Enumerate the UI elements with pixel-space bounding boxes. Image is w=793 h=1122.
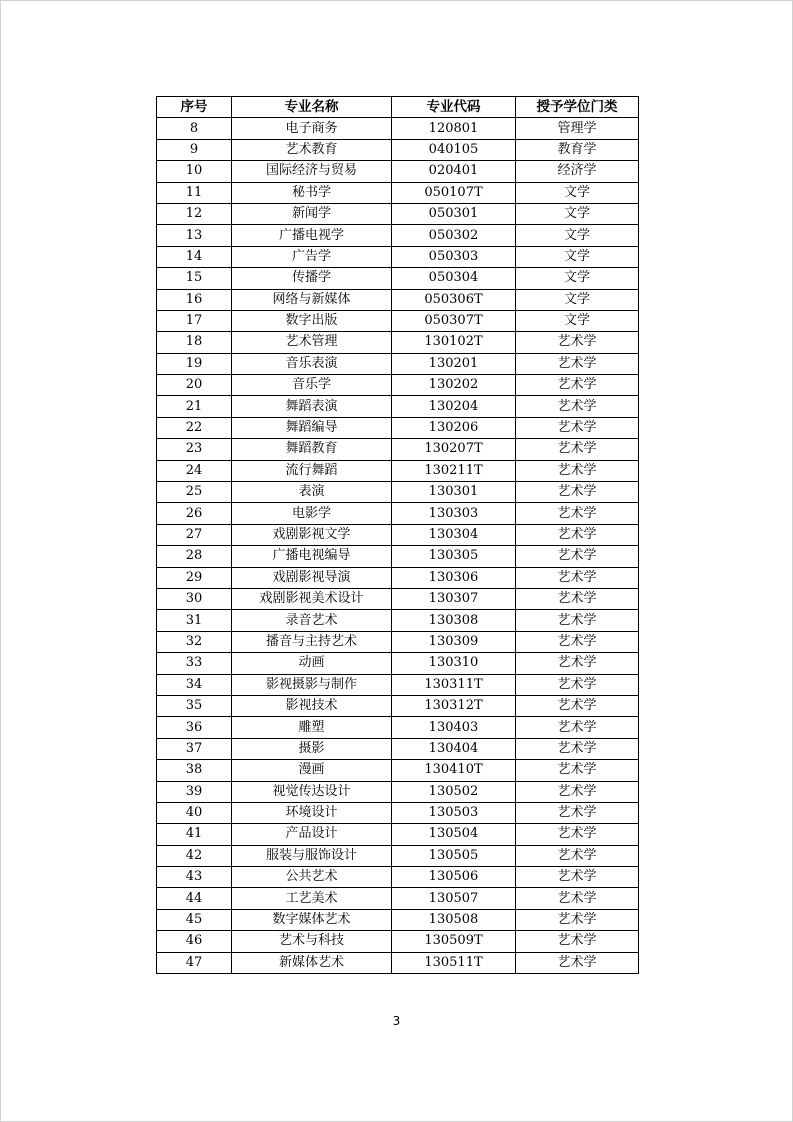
cell-major-code: 130403 bbox=[392, 717, 516, 738]
cell-degree-category: 艺术学 bbox=[516, 460, 639, 481]
cell-index: 24 bbox=[157, 460, 232, 481]
cell-major-name: 电子商务 bbox=[232, 118, 392, 139]
cell-degree-category: 艺术学 bbox=[516, 695, 639, 716]
cell-major-code: 130304 bbox=[392, 524, 516, 545]
cell-major-name: 网络与新媒体 bbox=[232, 289, 392, 310]
cell-index: 37 bbox=[157, 738, 232, 759]
cell-index: 14 bbox=[157, 246, 232, 267]
cell-major-name: 影视摄影与制作 bbox=[232, 674, 392, 695]
table-row bbox=[157, 546, 639, 567]
cell-major-code: 120801 bbox=[392, 118, 516, 139]
cell-major-code: 130509T bbox=[392, 931, 516, 952]
cell-degree-category: 艺术学 bbox=[516, 888, 639, 909]
cell-degree-category: 艺术学 bbox=[516, 396, 639, 417]
cell-major-name: 播音与主持艺术 bbox=[232, 631, 392, 652]
cell-major-name: 环境设计 bbox=[232, 802, 392, 823]
cell-index: 23 bbox=[157, 439, 232, 460]
cell-degree-category: 艺术学 bbox=[516, 717, 639, 738]
cell-index: 40 bbox=[157, 802, 232, 823]
cell-index: 34 bbox=[157, 674, 232, 695]
header-row bbox=[157, 97, 639, 118]
cell-major-code: 040105 bbox=[392, 139, 516, 160]
cell-major-code: 130207T bbox=[392, 439, 516, 460]
cell-major-name: 艺术与科技 bbox=[232, 931, 392, 952]
cell-major-code: 130308 bbox=[392, 610, 516, 631]
cell-major-name: 国际经济与贸易 bbox=[232, 161, 392, 182]
cell-index: 32 bbox=[157, 631, 232, 652]
cell-degree-category: 艺术学 bbox=[516, 674, 639, 695]
cell-index: 31 bbox=[157, 610, 232, 631]
cell-major-name: 摄影 bbox=[232, 738, 392, 759]
table-row bbox=[157, 225, 639, 246]
cell-major-code: 050107T bbox=[392, 182, 516, 203]
cell-major-code: 130511T bbox=[392, 952, 516, 973]
cell-major-name: 传播学 bbox=[232, 268, 392, 289]
cell-major-code: 130306 bbox=[392, 567, 516, 588]
table-row bbox=[157, 888, 639, 909]
table-row bbox=[157, 203, 639, 224]
cell-degree-category: 管理学 bbox=[516, 118, 639, 139]
cell-major-name: 视觉传达设计 bbox=[232, 781, 392, 802]
cell-major-code: 130202 bbox=[392, 375, 516, 396]
cell-major-name: 舞蹈表演 bbox=[232, 396, 392, 417]
cell-major-name: 漫画 bbox=[232, 760, 392, 781]
cell-degree-category: 艺术学 bbox=[516, 824, 639, 845]
cell-major-name: 公共艺术 bbox=[232, 867, 392, 888]
cell-degree-category: 文学 bbox=[516, 182, 639, 203]
table-row bbox=[157, 332, 639, 353]
cell-major-name: 录音艺术 bbox=[232, 610, 392, 631]
cell-degree-category: 文学 bbox=[516, 268, 639, 289]
cell-major-code: 050303 bbox=[392, 246, 516, 267]
cell-major-name: 广播电视学 bbox=[232, 225, 392, 246]
cell-major-code: 130311T bbox=[392, 674, 516, 695]
cell-major-code: 130307 bbox=[392, 588, 516, 609]
cell-major-name: 产品设计 bbox=[232, 824, 392, 845]
table-row bbox=[157, 289, 639, 310]
cell-major-name: 艺术教育 bbox=[232, 139, 392, 160]
page-number: 3 bbox=[392, 1014, 401, 1028]
cell-major-code: 130507 bbox=[392, 888, 516, 909]
table-row bbox=[157, 653, 639, 674]
cell-degree-category: 艺术学 bbox=[516, 546, 639, 567]
table-row bbox=[157, 417, 639, 438]
cell-major-name: 动画 bbox=[232, 653, 392, 674]
cell-degree-category: 文学 bbox=[516, 203, 639, 224]
cell-index: 44 bbox=[157, 888, 232, 909]
cell-degree-category: 艺术学 bbox=[516, 653, 639, 674]
cell-index: 33 bbox=[157, 653, 232, 674]
cell-major-code: 130102T bbox=[392, 332, 516, 353]
cell-index: 47 bbox=[157, 952, 232, 973]
cell-major-code: 050302 bbox=[392, 225, 516, 246]
cell-major-code: 050307T bbox=[392, 310, 516, 331]
cell-degree-category: 文学 bbox=[516, 246, 639, 267]
cell-degree-category: 艺术学 bbox=[516, 631, 639, 652]
cell-major-code: 130305 bbox=[392, 546, 516, 567]
table-row bbox=[157, 503, 639, 524]
cell-degree-category: 艺术学 bbox=[516, 802, 639, 823]
cell-degree-category: 艺术学 bbox=[516, 931, 639, 952]
cell-index: 25 bbox=[157, 482, 232, 503]
cell-index: 16 bbox=[157, 289, 232, 310]
cell-degree-category: 艺术学 bbox=[516, 952, 639, 973]
cell-index: 28 bbox=[157, 546, 232, 567]
cell-degree-category: 艺术学 bbox=[516, 909, 639, 930]
cell-major-name: 流行舞蹈 bbox=[232, 460, 392, 481]
cell-major-code: 130201 bbox=[392, 353, 516, 374]
cell-major-code: 130204 bbox=[392, 396, 516, 417]
cell-major-name: 广告学 bbox=[232, 246, 392, 267]
table-row bbox=[157, 524, 639, 545]
cell-major-name: 音乐表演 bbox=[232, 353, 392, 374]
cell-index: 38 bbox=[157, 760, 232, 781]
majors-table bbox=[156, 96, 639, 974]
table-row bbox=[157, 482, 639, 503]
cell-major-name: 新媒体艺术 bbox=[232, 952, 392, 973]
cell-degree-category: 文学 bbox=[516, 225, 639, 246]
cell-major-code: 130301 bbox=[392, 482, 516, 503]
table-row bbox=[157, 760, 639, 781]
cell-index: 42 bbox=[157, 845, 232, 866]
table-row bbox=[157, 610, 639, 631]
table-row bbox=[157, 867, 639, 888]
cell-degree-category: 经济学 bbox=[516, 161, 639, 182]
cell-index: 21 bbox=[157, 396, 232, 417]
header-major-name: 专业名称 bbox=[232, 97, 392, 118]
cell-major-name: 数字媒体艺术 bbox=[232, 909, 392, 930]
cell-degree-category: 艺术学 bbox=[516, 375, 639, 396]
cell-index: 39 bbox=[157, 781, 232, 802]
cell-degree-category: 艺术学 bbox=[516, 738, 639, 759]
cell-major-code: 130211T bbox=[392, 460, 516, 481]
table-row bbox=[157, 674, 639, 695]
cell-major-name: 艺术管理 bbox=[232, 332, 392, 353]
cell-index: 36 bbox=[157, 717, 232, 738]
cell-major-name: 新闻学 bbox=[232, 203, 392, 224]
cell-degree-category: 艺术学 bbox=[516, 567, 639, 588]
table-row bbox=[157, 567, 639, 588]
table-row bbox=[157, 375, 639, 396]
header-major-code: 专业代码 bbox=[392, 97, 516, 118]
table-row bbox=[157, 439, 639, 460]
cell-degree-category: 艺术学 bbox=[516, 610, 639, 631]
table-row bbox=[157, 396, 639, 417]
cell-major-code: 130504 bbox=[392, 824, 516, 845]
cell-index: 29 bbox=[157, 567, 232, 588]
cell-index: 8 bbox=[157, 118, 232, 139]
cell-degree-category: 艺术学 bbox=[516, 781, 639, 802]
cell-index: 15 bbox=[157, 268, 232, 289]
cell-degree-category: 艺术学 bbox=[516, 332, 639, 353]
cell-index: 27 bbox=[157, 524, 232, 545]
cell-index: 9 bbox=[157, 139, 232, 160]
table-row bbox=[157, 931, 639, 952]
table-row bbox=[157, 952, 639, 973]
cell-index: 12 bbox=[157, 203, 232, 224]
cell-degree-category: 艺术学 bbox=[516, 845, 639, 866]
cell-degree-category: 艺术学 bbox=[516, 353, 639, 374]
cell-index: 35 bbox=[157, 695, 232, 716]
cell-index: 41 bbox=[157, 824, 232, 845]
cell-index: 20 bbox=[157, 375, 232, 396]
cell-index: 17 bbox=[157, 310, 232, 331]
cell-major-code: 130502 bbox=[392, 781, 516, 802]
cell-major-name: 广播电视编导 bbox=[232, 546, 392, 567]
cell-degree-category: 艺术学 bbox=[516, 503, 639, 524]
cell-degree-category: 艺术学 bbox=[516, 439, 639, 460]
cell-index: 10 bbox=[157, 161, 232, 182]
cell-major-code: 130309 bbox=[392, 631, 516, 652]
cell-major-name: 工艺美术 bbox=[232, 888, 392, 909]
table-row bbox=[157, 161, 639, 182]
table-row bbox=[157, 460, 639, 481]
cell-major-name: 秘书学 bbox=[232, 182, 392, 203]
table-body bbox=[157, 118, 639, 974]
cell-major-name: 电影学 bbox=[232, 503, 392, 524]
header-index: 序号 bbox=[157, 97, 232, 118]
cell-major-name: 数字出版 bbox=[232, 310, 392, 331]
cell-major-name: 舞蹈编导 bbox=[232, 417, 392, 438]
cell-major-code: 050306T bbox=[392, 289, 516, 310]
table-row bbox=[157, 802, 639, 823]
cell-major-name: 影视技术 bbox=[232, 695, 392, 716]
table-row bbox=[157, 738, 639, 759]
cell-index: 43 bbox=[157, 867, 232, 888]
table-row bbox=[157, 118, 639, 139]
table-row bbox=[157, 717, 639, 738]
table-row bbox=[157, 845, 639, 866]
cell-major-name: 服装与服饰设计 bbox=[232, 845, 392, 866]
table-row bbox=[157, 588, 639, 609]
cell-major-code: 130312T bbox=[392, 695, 516, 716]
table-row bbox=[157, 268, 639, 289]
table-row bbox=[157, 182, 639, 203]
cell-degree-category: 文学 bbox=[516, 289, 639, 310]
cell-index: 45 bbox=[157, 909, 232, 930]
cell-index: 19 bbox=[157, 353, 232, 374]
table-row bbox=[157, 909, 639, 930]
table-row bbox=[157, 246, 639, 267]
cell-degree-category: 教育学 bbox=[516, 139, 639, 160]
table-row bbox=[157, 353, 639, 374]
table-row bbox=[157, 695, 639, 716]
cell-major-code: 130508 bbox=[392, 909, 516, 930]
cell-degree-category: 艺术学 bbox=[516, 760, 639, 781]
cell-major-code: 130303 bbox=[392, 503, 516, 524]
cell-major-code: 130505 bbox=[392, 845, 516, 866]
table-row bbox=[157, 781, 639, 802]
header-degree-category: 授予学位门类 bbox=[516, 97, 639, 118]
cell-index: 22 bbox=[157, 417, 232, 438]
cell-degree-category: 艺术学 bbox=[516, 482, 639, 503]
cell-major-code: 050301 bbox=[392, 203, 516, 224]
table-row bbox=[157, 310, 639, 331]
cell-major-code: 130404 bbox=[392, 738, 516, 759]
cell-degree-category: 艺术学 bbox=[516, 524, 639, 545]
cell-major-name: 戏剧影视美术设计 bbox=[232, 588, 392, 609]
cell-major-name: 舞蹈教育 bbox=[232, 439, 392, 460]
cell-major-code: 130310 bbox=[392, 653, 516, 674]
cell-degree-category: 艺术学 bbox=[516, 867, 639, 888]
cell-degree-category: 文学 bbox=[516, 310, 639, 331]
cell-index: 18 bbox=[157, 332, 232, 353]
table-row bbox=[157, 824, 639, 845]
cell-major-code: 130503 bbox=[392, 802, 516, 823]
cell-major-code: 130410T bbox=[392, 760, 516, 781]
cell-major-code: 050304 bbox=[392, 268, 516, 289]
cell-degree-category: 艺术学 bbox=[516, 588, 639, 609]
cell-major-name: 表演 bbox=[232, 482, 392, 503]
cell-index: 46 bbox=[157, 931, 232, 952]
cell-index: 26 bbox=[157, 503, 232, 524]
table-row bbox=[157, 631, 639, 652]
table-row bbox=[157, 139, 639, 160]
cell-major-name: 音乐学 bbox=[232, 375, 392, 396]
cell-major-name: 戏剧影视导演 bbox=[232, 567, 392, 588]
cell-index: 11 bbox=[157, 182, 232, 203]
cell-major-name: 戏剧影视文学 bbox=[232, 524, 392, 545]
cell-major-code: 130506 bbox=[392, 867, 516, 888]
cell-major-code: 130206 bbox=[392, 417, 516, 438]
cell-degree-category: 艺术学 bbox=[516, 417, 639, 438]
cell-index: 30 bbox=[157, 588, 232, 609]
cell-index: 13 bbox=[157, 225, 232, 246]
cell-major-code: 020401 bbox=[392, 161, 516, 182]
cell-major-name: 雕塑 bbox=[232, 717, 392, 738]
